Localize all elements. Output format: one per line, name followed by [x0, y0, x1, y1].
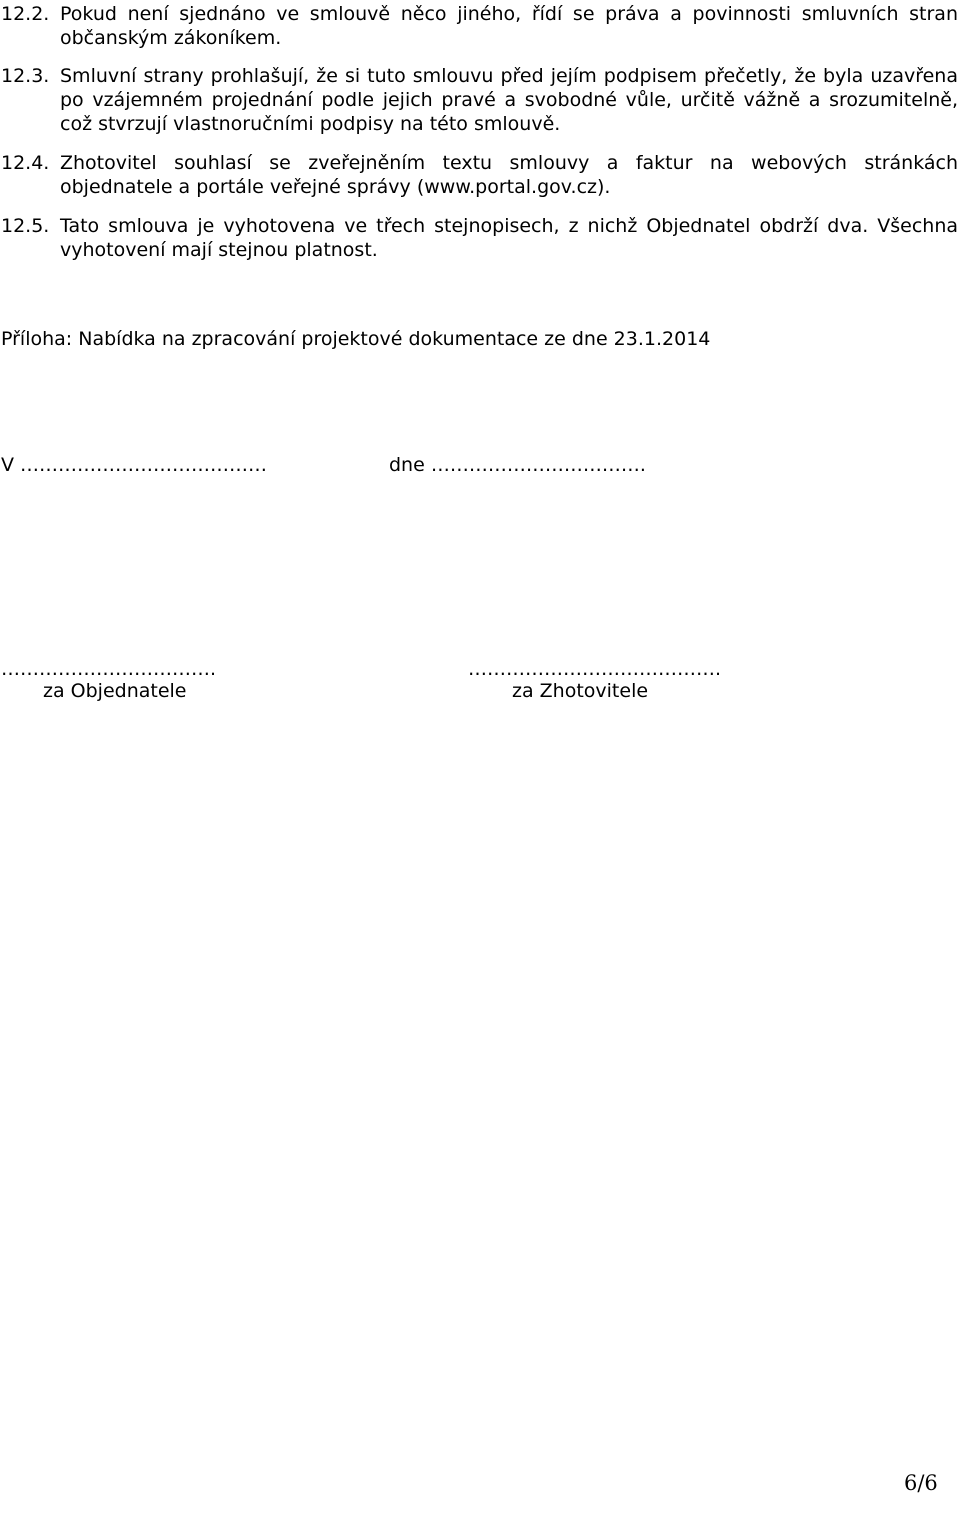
clause-12-4 [1, 151, 958, 199]
page-number: 6/6 [904, 1471, 938, 1495]
clause-number: 12.4. [1, 152, 50, 174]
clause-number: 12.5. [1, 215, 50, 237]
place-line: V ………………………………… [1, 454, 268, 476]
signature-label-objednatel: za Objednatele [43, 680, 187, 702]
signature-line-objednatel: ……………………………. [1, 658, 217, 680]
clause-number: 12.3. [1, 65, 50, 87]
clause-12-5 [1, 214, 958, 262]
clause-text: Pokud není sjednáno ve smlouvě něco jiného, řídí se práva a povinnosti smluvních stran občanským zákoníkem. [60, 3, 958, 49]
signature-line-zhotovitel: …………………………………. [468, 658, 722, 680]
clause-text: Tato smlouva je vyhotovena ve třech stejnopisech, z nichž Objednatel obdrží dva. Všechna vyhotovení mají stejnou platnost. [60, 215, 958, 261]
clause-number: 12.2. [1, 3, 50, 25]
clause-12-3 [1, 64, 958, 136]
attachment-note: Příloha: Nabídka na zpracování projektové dokumentace ze dne 23.1.2014 [1, 328, 711, 350]
clause-text: Smluvní strany prohlašují, že si tuto smlouvu před jejím podpisem přečetly, že byla uzavřena po vzájemném projednání podle jejich pravé a svobodné vůle, určitě vážně a srozumitelně, což stvrzují vlastnoručními podpisy na této smlouvě. [60, 65, 958, 135]
clause-text: Zhotovitel souhlasí se zveřejněním textu smlouvy a faktur na webových stránkách objednatele a portále veřejné správy (www.portal.gov.cz). [60, 152, 958, 198]
signature-label-zhotovitel: za Zhotovitele [512, 680, 649, 702]
clause-12-2 [1, 2, 958, 50]
date-line: dne ……………………………. [389, 454, 646, 476]
